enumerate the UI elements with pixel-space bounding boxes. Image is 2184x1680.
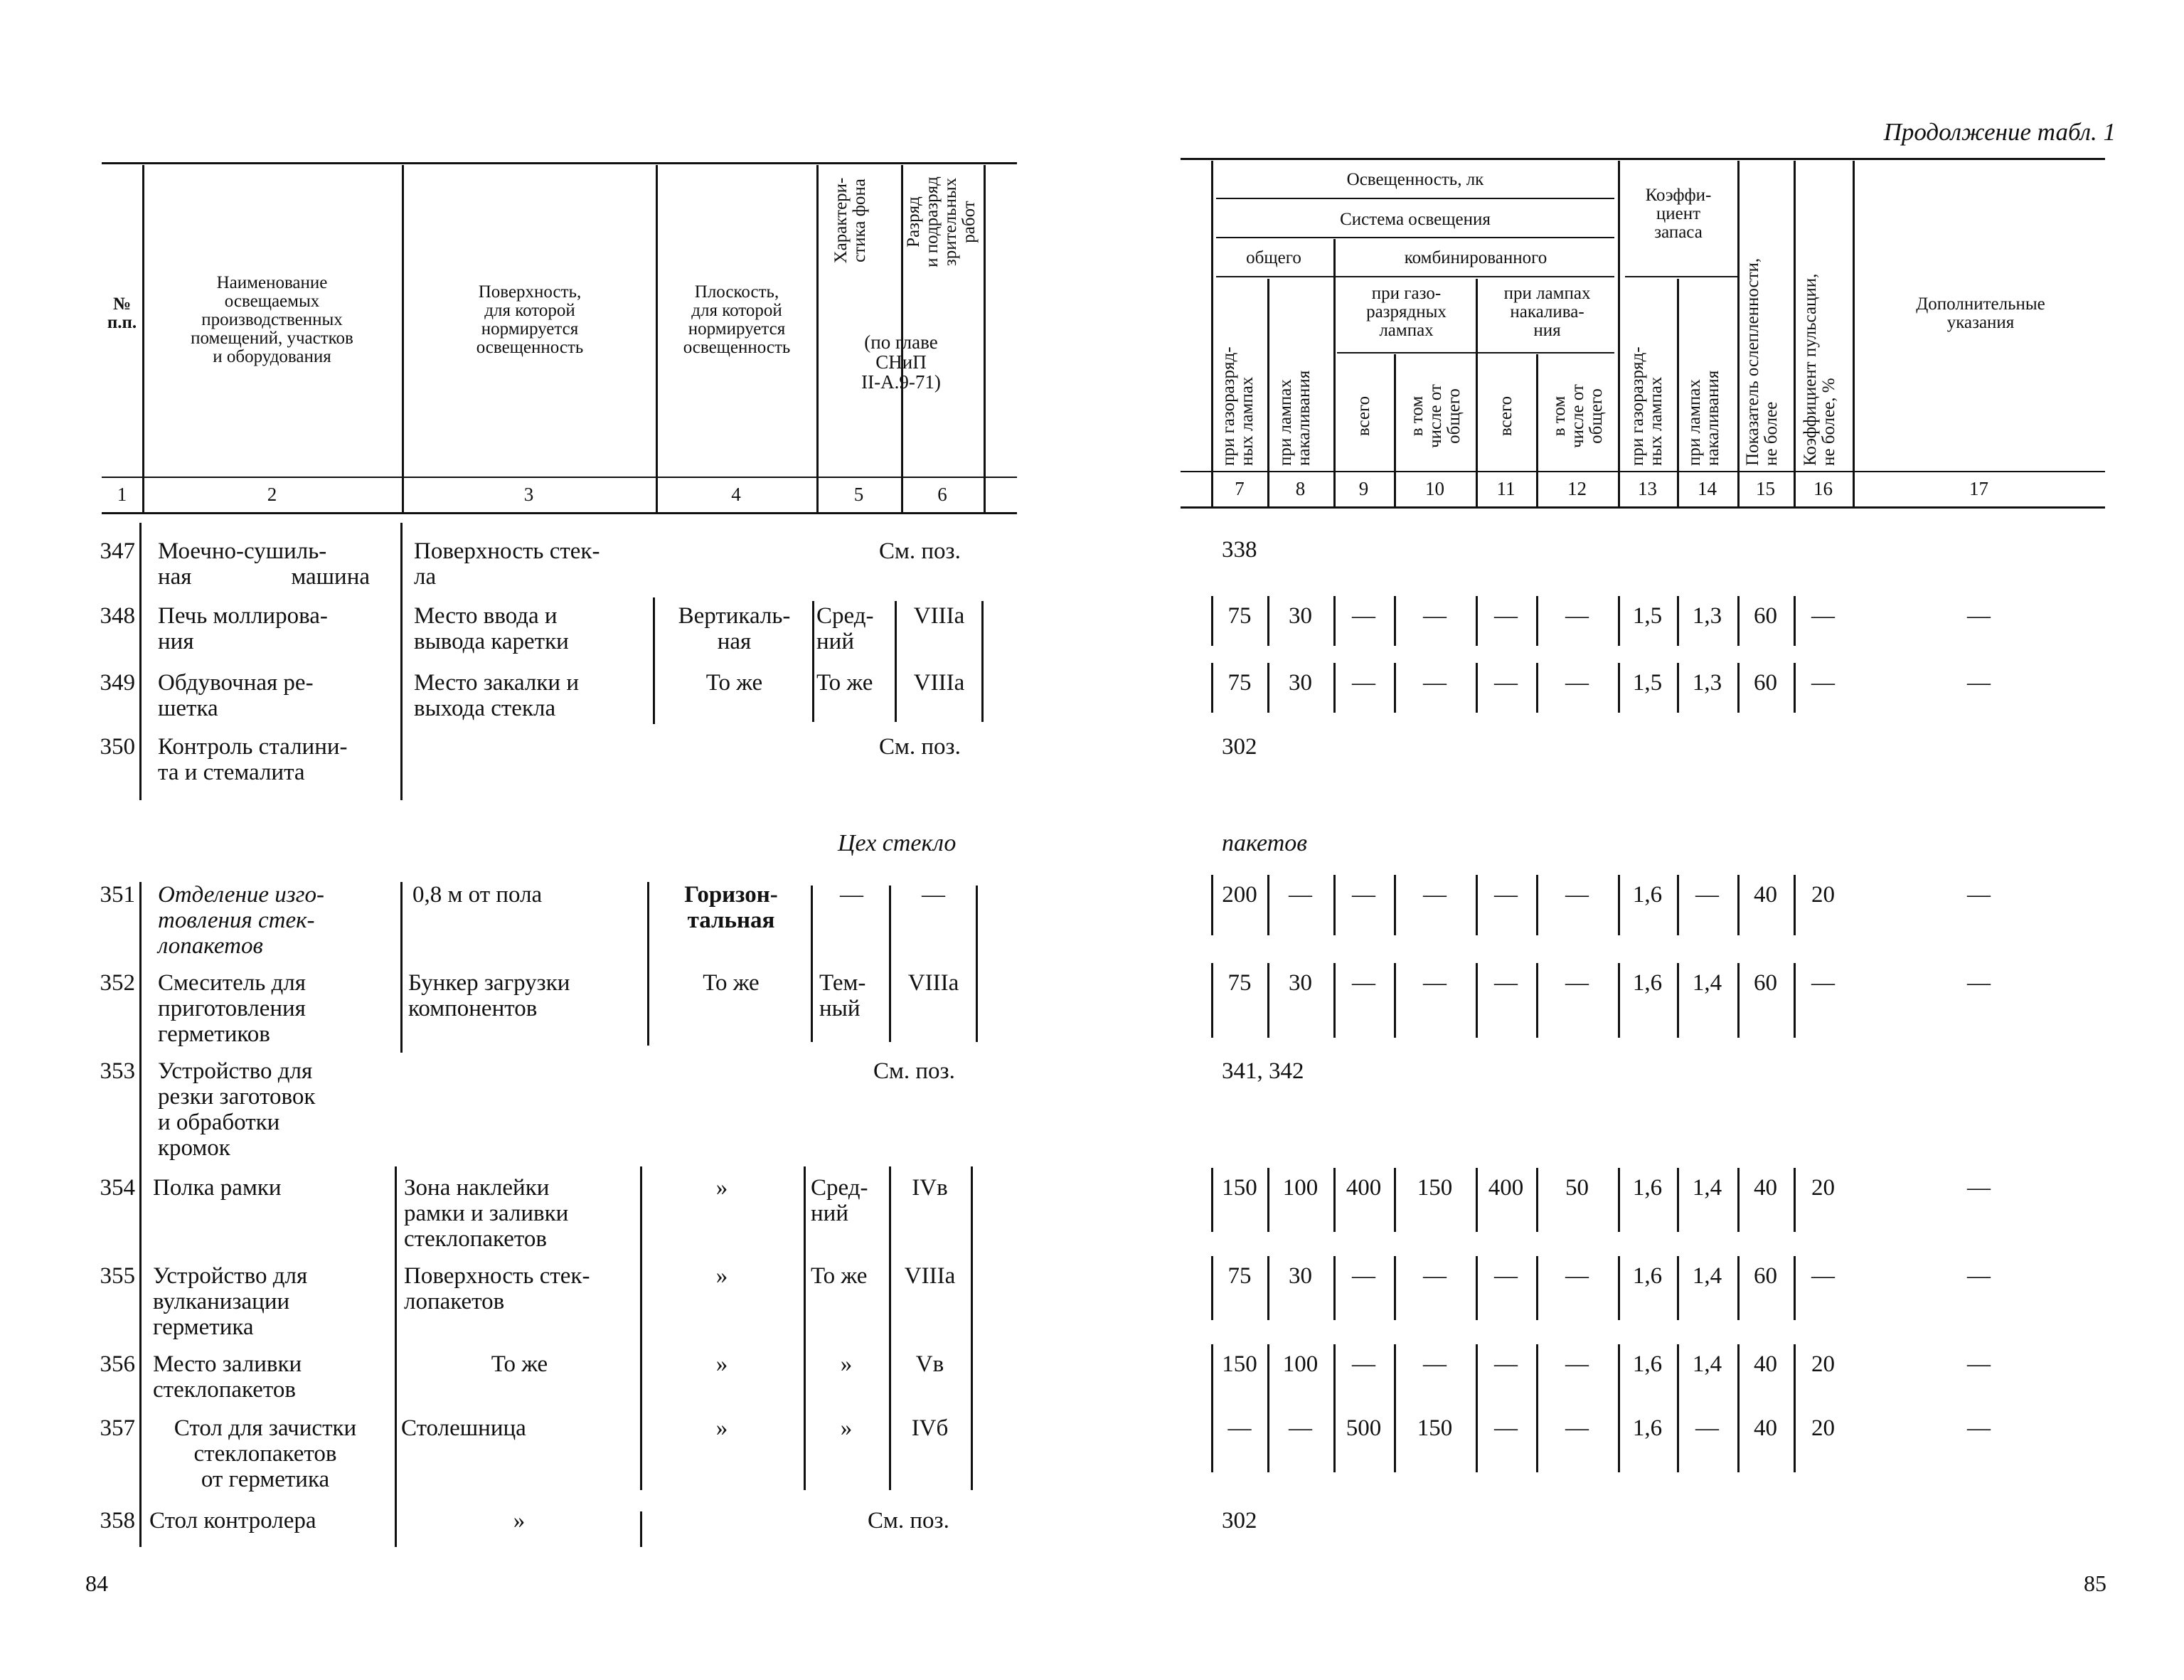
value-col-10: —: [1423, 882, 1447, 908]
row-surface: Бункер загрузки компонентов: [408, 970, 570, 1021]
row-plane: То же: [705, 670, 763, 696]
row-category: VIIIa: [913, 670, 965, 696]
row-name: Полка рамки: [153, 1175, 282, 1201]
header-col-surface: Поверхность, для которой нормируется освещенность: [476, 282, 584, 357]
body-divider: [640, 1166, 642, 1490]
value-col-8: 30: [1289, 1263, 1312, 1289]
value-col-14: 1,4: [1692, 1351, 1722, 1377]
value-col-16: —: [1811, 603, 1835, 629]
value-col-13: 1,6: [1632, 1415, 1663, 1441]
value-col-9: —: [1352, 670, 1375, 696]
col-num-9: 9: [1358, 478, 1369, 499]
value-col-8: 100: [1282, 1351, 1319, 1377]
value-col-8: —: [1289, 1415, 1312, 1441]
col-num-15: 15: [1756, 478, 1775, 499]
value-col-14: 1,4: [1692, 1175, 1722, 1201]
value-col-10: 150: [1417, 1175, 1453, 1201]
row-name: Моечно-сушиль- ная машина: [158, 538, 370, 590]
value-col-16: 20: [1811, 1415, 1835, 1441]
value-col-7: 150: [1222, 1351, 1257, 1377]
value-col-14: —: [1695, 1415, 1719, 1441]
value-col-14: 1,4: [1692, 1263, 1722, 1289]
header-gas-combined: при газо- разрядных лампах: [1366, 284, 1447, 340]
value-col-14: 1,3: [1692, 670, 1722, 696]
col-num-10: 10: [1425, 478, 1444, 499]
row-name: Устройство для резки заготовок и обработки кромок: [158, 1058, 316, 1161]
continuation-label: Продолжение табл. 1: [1883, 118, 2116, 146]
row-name: Контроль сталини- та и стемалита: [158, 734, 348, 785]
value-col-16: —: [1811, 670, 1835, 696]
value-col-7: —: [1227, 1415, 1252, 1441]
header-col-8: при лампах накаливания: [1276, 370, 1314, 466]
value-col-11: —: [1494, 1415, 1518, 1441]
value-col-8: 30: [1289, 970, 1312, 996]
value-col-9: —: [1352, 882, 1375, 908]
body-divider: [971, 1166, 973, 1490]
value-col-16: —: [1811, 970, 1835, 996]
value-col-11: —: [1494, 970, 1518, 996]
header-top-rule: [102, 162, 1017, 164]
value-col-13: 1,6: [1632, 1263, 1663, 1289]
body-divider: [640, 1511, 642, 1547]
value-col-17: —: [1967, 603, 1991, 629]
value-col-11: —: [1494, 882, 1518, 908]
row-number: 351: [100, 882, 135, 908]
row-reference: 302: [1222, 1508, 1257, 1533]
value-col-13: 1,6: [1632, 882, 1663, 908]
header-divider: [1618, 161, 1620, 506]
section-title-right: пакетов: [1222, 830, 1308, 856]
value-col-13: 1,5: [1632, 670, 1663, 696]
row-surface: Столешница: [401, 1415, 526, 1441]
value-col-15: 60: [1754, 1263, 1777, 1289]
col-num-17: 17: [1969, 478, 1988, 499]
value-col-16: 20: [1811, 1175, 1835, 1201]
row-background: То же: [816, 670, 873, 696]
value-col-11: —: [1494, 1351, 1518, 1377]
value-col-17: —: [1967, 1351, 1991, 1377]
header-incandescent-combined: при лампах накалива- ния: [1503, 284, 1591, 340]
header-snip-note: (по главе СНиП II-A.9-71): [861, 331, 941, 393]
body-divider: [395, 1166, 397, 1547]
value-col-17: —: [1967, 1263, 1991, 1289]
header-divider: [984, 165, 986, 512]
value-col-16: 20: [1811, 1351, 1835, 1377]
col-num-8: 8: [1295, 478, 1306, 499]
row-number: 357: [100, 1415, 135, 1441]
row-reference: См. поз.: [868, 1508, 949, 1533]
body-divider: [889, 1166, 891, 1490]
row-plane: »: [715, 1263, 728, 1289]
row-plane: »: [715, 1175, 728, 1201]
value-col-7: 150: [1222, 1175, 1257, 1201]
value-col-16: —: [1811, 1263, 1835, 1289]
value-col-17: —: [1967, 1415, 1991, 1441]
row-number: 352: [100, 970, 135, 996]
header-col-14: при лампах накаливания: [1685, 370, 1722, 466]
col-num-7: 7: [1235, 478, 1245, 499]
value-col-16: 20: [1811, 882, 1835, 908]
row-surface: Поверхность стек- лопакетов: [404, 1263, 590, 1314]
row-surface: Место ввода и вывода каретки: [414, 603, 569, 654]
header-bottom-rule: [1181, 506, 2105, 509]
row-background: »: [840, 1415, 853, 1441]
row-number: 350: [100, 734, 135, 760]
header-rule: [1216, 276, 1614, 277]
row-number: 353: [100, 1058, 135, 1084]
value-col-10: —: [1423, 970, 1447, 996]
row-surface: Поверхность стек- ла: [414, 538, 600, 590]
body-divider: [400, 523, 403, 800]
col-num-12: 12: [1567, 478, 1587, 499]
body-divider: [139, 882, 142, 1547]
row-surface: Место закалки и выхода стекла: [414, 670, 579, 721]
row-surface: Зона наклейки рамки и заливки стеклопакетов: [404, 1175, 569, 1252]
row-name: Стол контролера: [149, 1508, 316, 1533]
value-col-9: —: [1352, 1263, 1375, 1289]
value-col-15: 40: [1754, 1415, 1777, 1441]
header-rule: [1625, 276, 1739, 277]
body-divider: [895, 601, 897, 722]
row-background: То же: [811, 1263, 868, 1289]
value-col-11: —: [1494, 1263, 1518, 1289]
row-name: Устройство для вулканизации герметика: [153, 1263, 308, 1340]
header-divider: [656, 165, 658, 512]
row-name: Отделение изго- товления стек- лопакетов: [158, 882, 324, 959]
header-col-name: Наименование освещаемых производственных помещений, участков и оборудования: [191, 273, 353, 366]
value-col-7: 75: [1227, 970, 1252, 996]
value-col-8: 100: [1282, 1175, 1319, 1201]
value-col-15: 40: [1754, 1175, 1777, 1201]
col-num-11: 11: [1496, 478, 1516, 499]
row-surface: 0,8 м от пола: [412, 882, 543, 908]
row-reference: 302: [1222, 734, 1257, 760]
header-divider: [1677, 279, 1679, 506]
value-col-9: —: [1352, 1351, 1375, 1377]
value-col-8: 30: [1289, 670, 1312, 696]
header-divider: [1853, 161, 1855, 506]
section-title-left: Цех стекло: [838, 830, 957, 856]
row-reference: 341, 342: [1222, 1058, 1304, 1084]
row-number: 348: [100, 603, 135, 629]
header-divider: [142, 165, 144, 512]
row-plane: »: [715, 1415, 728, 1441]
row-background: Сред- ний: [816, 603, 874, 654]
header-col-9: всего: [1354, 395, 1373, 437]
header-col-11: всего: [1496, 395, 1516, 437]
page-number-right: 85: [2084, 1570, 2106, 1596]
header-lighting-system: Система освещения: [1340, 210, 1491, 229]
value-col-9: —: [1352, 970, 1375, 996]
header-mid-rule: [102, 477, 1017, 478]
row-name: Обдувочная ре- шетка: [158, 670, 314, 721]
row-number: 355: [100, 1263, 135, 1289]
row-plane: Вертикаль- ная: [678, 603, 791, 654]
value-col-15: 60: [1754, 603, 1777, 629]
value-col-13: 1,6: [1632, 1351, 1663, 1377]
header-col-10: в том числе от общего: [1407, 384, 1464, 448]
value-col-17: —: [1967, 882, 1991, 908]
row-surface: »: [513, 1508, 526, 1533]
value-col-13: 1,5: [1632, 603, 1663, 629]
col-num-16: 16: [1813, 478, 1833, 499]
col-num-6: 6: [937, 484, 947, 505]
row-background: Тем- ный: [819, 970, 866, 1021]
row-name: Печь моллирова- ния: [158, 603, 328, 654]
header-divider: [1267, 279, 1269, 506]
row-category: VIIIa: [913, 603, 965, 629]
row-plane: То же: [703, 970, 760, 996]
header-divider: [816, 165, 819, 512]
body-divider: [804, 1166, 806, 1490]
row-plane: »: [715, 1351, 728, 1377]
row-background: Сред- ний: [811, 1175, 868, 1226]
value-col-11: —: [1494, 670, 1518, 696]
header-col-13: при газоразряд- ных лампах: [1628, 346, 1666, 466]
col-num-2: 2: [267, 484, 277, 505]
row-background: —: [840, 882, 863, 908]
header-col-background: Характери- стика фона: [831, 177, 869, 264]
header-mid-rule: [1181, 471, 2105, 472]
header-col-number: № п.п.: [107, 294, 137, 332]
col-num-3: 3: [523, 484, 534, 505]
header-combined: комбинированного: [1404, 248, 1548, 267]
body-divider: [981, 601, 984, 722]
value-col-14: 1,3: [1692, 603, 1722, 629]
value-col-11: —: [1494, 603, 1518, 629]
row-number: 358: [100, 1508, 135, 1533]
row-number: 347: [100, 538, 135, 564]
value-col-13: 1,6: [1632, 1175, 1663, 1201]
value-col-15: 60: [1754, 670, 1777, 696]
header-rule: [1216, 198, 1614, 199]
col-num-4: 4: [731, 484, 741, 505]
value-col-12: —: [1565, 1263, 1589, 1289]
value-col-7: 200: [1222, 882, 1257, 908]
value-col-10: —: [1423, 603, 1447, 629]
row-reference: См. поз.: [873, 1058, 955, 1084]
value-col-12: —: [1565, 603, 1589, 629]
body-divider: [811, 886, 813, 1042]
header-col-category: Разряд и подразряд зрительных работ: [904, 176, 979, 267]
row-name: Смеситель для приготовления герметиков: [158, 970, 306, 1047]
header-col-7: при газоразряд- ных лампах: [1219, 346, 1257, 466]
row-category: VIIIa: [904, 1263, 956, 1289]
row-reference: См. поз.: [879, 734, 961, 760]
body-divider: [400, 882, 403, 1053]
value-col-10: 150: [1417, 1415, 1453, 1441]
value-col-15: 40: [1754, 882, 1777, 908]
value-col-9: 500: [1346, 1415, 1382, 1441]
body-divider: [653, 597, 655, 724]
header-top-rule: [1181, 158, 2105, 160]
value-col-14: —: [1695, 882, 1719, 908]
header-divider: [1794, 161, 1796, 506]
value-col-12: —: [1565, 670, 1589, 696]
row-reference: См. поз.: [879, 538, 961, 564]
header-divider: [1333, 239, 1336, 506]
value-col-10: —: [1423, 670, 1447, 696]
value-col-17: —: [1967, 970, 1991, 996]
header-bottom-rule: [102, 512, 1017, 514]
body-divider: [647, 882, 649, 1046]
header-col-12: в том числе от общего: [1550, 384, 1606, 448]
value-col-12: 50: [1565, 1175, 1589, 1201]
row-name: Место заливки стеклопакетов: [153, 1351, 302, 1403]
header-reserve-factor: Коэффи- циент запаса: [1645, 186, 1712, 242]
col-num-1: 1: [117, 484, 127, 505]
value-col-12: —: [1565, 970, 1589, 996]
row-category: IVб: [911, 1415, 949, 1441]
col-num-14: 14: [1698, 478, 1717, 499]
row-number: 356: [100, 1351, 135, 1377]
page-number-left: 84: [85, 1570, 108, 1596]
value-col-17: —: [1967, 1175, 1991, 1201]
row-number: 354: [100, 1175, 135, 1201]
header-col-plane: Плоскость, для которой нормируется освещенность: [683, 282, 791, 357]
header-rule: [1216, 237, 1614, 238]
value-col-12: —: [1565, 1415, 1589, 1441]
value-col-12: —: [1565, 882, 1589, 908]
header-col-17: Дополнительные указания: [1916, 294, 2045, 332]
row-number: 349: [100, 670, 135, 696]
value-col-7: 75: [1227, 603, 1252, 629]
value-col-11: 400: [1488, 1175, 1524, 1201]
value-col-15: 40: [1754, 1351, 1777, 1377]
header-col-15: Показатель ослепленности, не более: [1743, 257, 1781, 466]
header-col-16: Коэффициент пульсации, не более, %: [1801, 273, 1838, 466]
row-category: —: [922, 882, 945, 908]
row-plane: Горизон- тальная: [684, 882, 778, 933]
body-divider: [976, 886, 978, 1042]
value-col-14: 1,4: [1692, 970, 1722, 996]
col-num-13: 13: [1638, 478, 1657, 499]
value-col-10: —: [1423, 1351, 1447, 1377]
value-col-12: —: [1565, 1351, 1589, 1377]
header-divider: [1211, 161, 1213, 506]
value-col-7: 75: [1227, 670, 1252, 696]
row-category: VIIIa: [907, 970, 959, 996]
value-col-9: 400: [1346, 1175, 1382, 1201]
value-col-7: 75: [1227, 1263, 1252, 1289]
value-col-13: 1,6: [1632, 970, 1663, 996]
col-num-5: 5: [853, 484, 864, 505]
body-divider: [812, 601, 814, 722]
header-divider: [1737, 161, 1740, 506]
value-col-15: 60: [1754, 970, 1777, 996]
row-reference: 338: [1222, 537, 1257, 563]
value-col-8: 30: [1289, 603, 1312, 629]
value-col-17: —: [1967, 670, 1991, 696]
row-category: IVв: [912, 1175, 948, 1201]
header-illuminance: Освещенность, лк: [1346, 170, 1484, 189]
header-general: общего: [1246, 248, 1301, 267]
row-background: »: [840, 1351, 853, 1377]
header-divider: [402, 165, 404, 512]
row-surface: То же: [491, 1351, 548, 1377]
value-col-8: —: [1289, 882, 1312, 908]
row-name: Стол для зачистки стеклопакетов от герметика: [174, 1415, 357, 1492]
value-col-9: —: [1352, 603, 1375, 629]
body-divider: [139, 523, 142, 800]
value-col-10: —: [1423, 1263, 1447, 1289]
row-category: Vв: [915, 1351, 944, 1377]
